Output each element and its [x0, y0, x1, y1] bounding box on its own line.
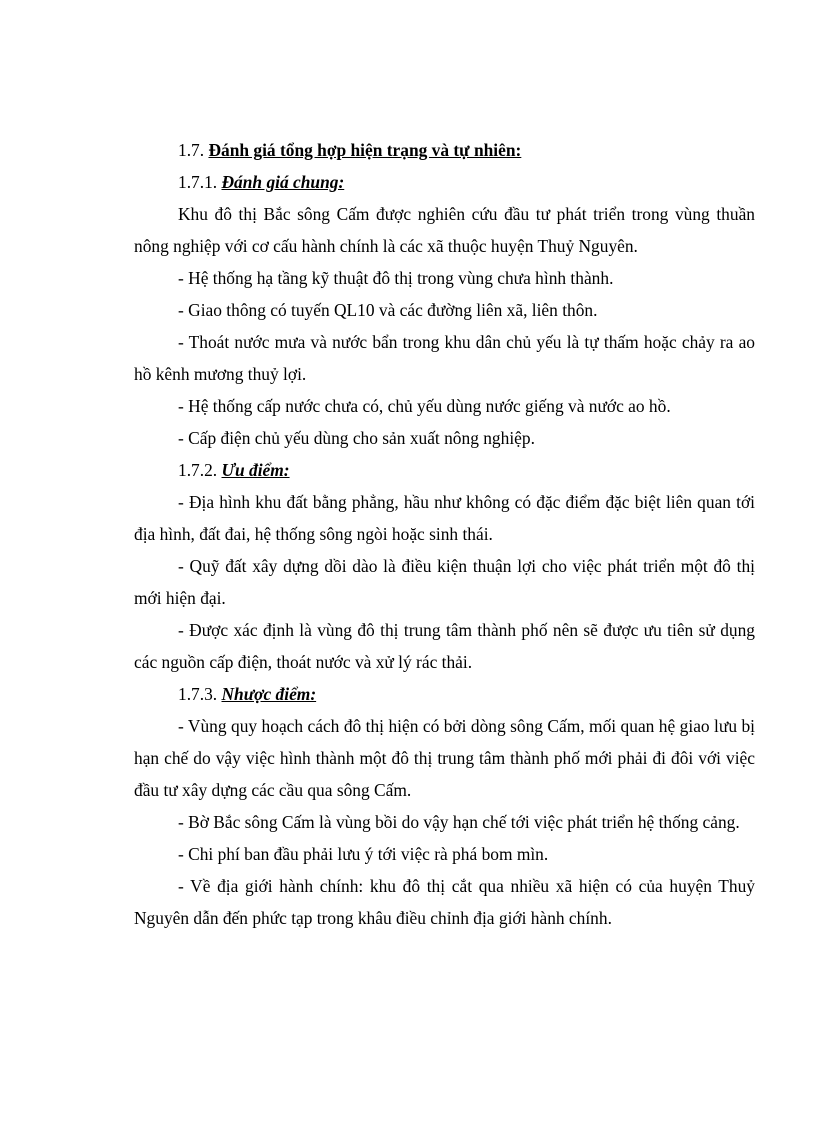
paragraph: - Cấp điện chủ yếu dùng cho sản xuất nông nghiệp.	[178, 428, 535, 448]
subsection-heading-general	[134, 166, 755, 198]
paragraph: - Giao thông có tuyến QL10 và các đường liên xã, liên thôn.	[178, 300, 598, 320]
paragraph: - Quỹ đất xây dựng dồi dào là điều kiện thuận lợi cho việc phát triển một đô thị mới hiện đại.	[134, 556, 755, 608]
subsection-heading-advantages	[134, 454, 755, 486]
paragraph: - Địa hình khu đất bằng phẳng, hầu như không có đặc điểm đặc biệt liên quan tới địa hình, đất đai, hệ thống sông ngòi hoặc sinh thái.	[134, 492, 755, 544]
subsection-number: 1.7.3.	[178, 684, 218, 704]
section-title: Đánh giá tổng hợp hiện trạng và tự nhiên:	[208, 140, 522, 160]
subsection-number: 1.7.1.	[178, 172, 218, 192]
paragraph: - Về địa giới hành chính: khu đô thị cắt qua nhiều xã hiện có của huyện Thuỷ Nguyên dẫn đến phức tạp trong khâu điều chỉnh địa giới hành chính.	[134, 876, 755, 928]
subsection-heading-disadvantages	[134, 678, 755, 710]
paragraph: - Chi phí ban đầu phải lưu ý tới việc rà phá bom mìn.	[178, 844, 549, 864]
paragraph: - Bờ Bắc sông Cấm là vùng bồi do vậy hạn chế tới việc phát triển hệ thống cảng.	[178, 812, 740, 832]
section-heading	[134, 134, 755, 166]
document-body	[134, 134, 755, 934]
paragraph: - Vùng quy hoạch cách đô thị hiện có bởi dòng sông Cấm, mối quan hệ giao lưu bị hạn chế do vậy việc hình thành một đô thị trung tâm thành phố mới phải đi đôi với việc đầu tư xây dựng các cầu qua sông Cấm.	[134, 716, 755, 800]
subsection-title: Ưu điểm:	[221, 460, 290, 480]
subsection-title: Nhược điểm:	[221, 684, 317, 704]
paragraph: - Được xác định là vùng đô thị trung tâm thành phố nên sẽ được ưu tiên sử dụng các nguồn cấp điện, thoát nước và xử lý rác thải.	[134, 620, 755, 672]
subsection-title: Đánh giá chung:	[221, 172, 345, 192]
paragraph: - Hệ thống cấp nước chưa có, chủ yếu dùng nước giếng và nước ao hồ.	[178, 396, 671, 416]
paragraph: Khu đô thị Bắc sông Cấm được nghiên cứu đầu tư phát triển trong vùng thuần nông nghiệp với cơ cấu hành chính là các xã thuộc huyện Thuỷ Nguyên.	[134, 204, 755, 256]
subsection-number: 1.7.2.	[178, 460, 218, 480]
paragraph: - Hệ thống hạ tầng kỹ thuật đô thị trong vùng chưa hình thành.	[178, 268, 614, 288]
paragraph: - Thoát nước mưa và nước bẩn trong khu dân chủ yếu là tự thấm hoặc chảy ra ao hồ kênh mương thuỷ lợi.	[134, 332, 755, 384]
section-number: 1.7.	[178, 140, 205, 160]
